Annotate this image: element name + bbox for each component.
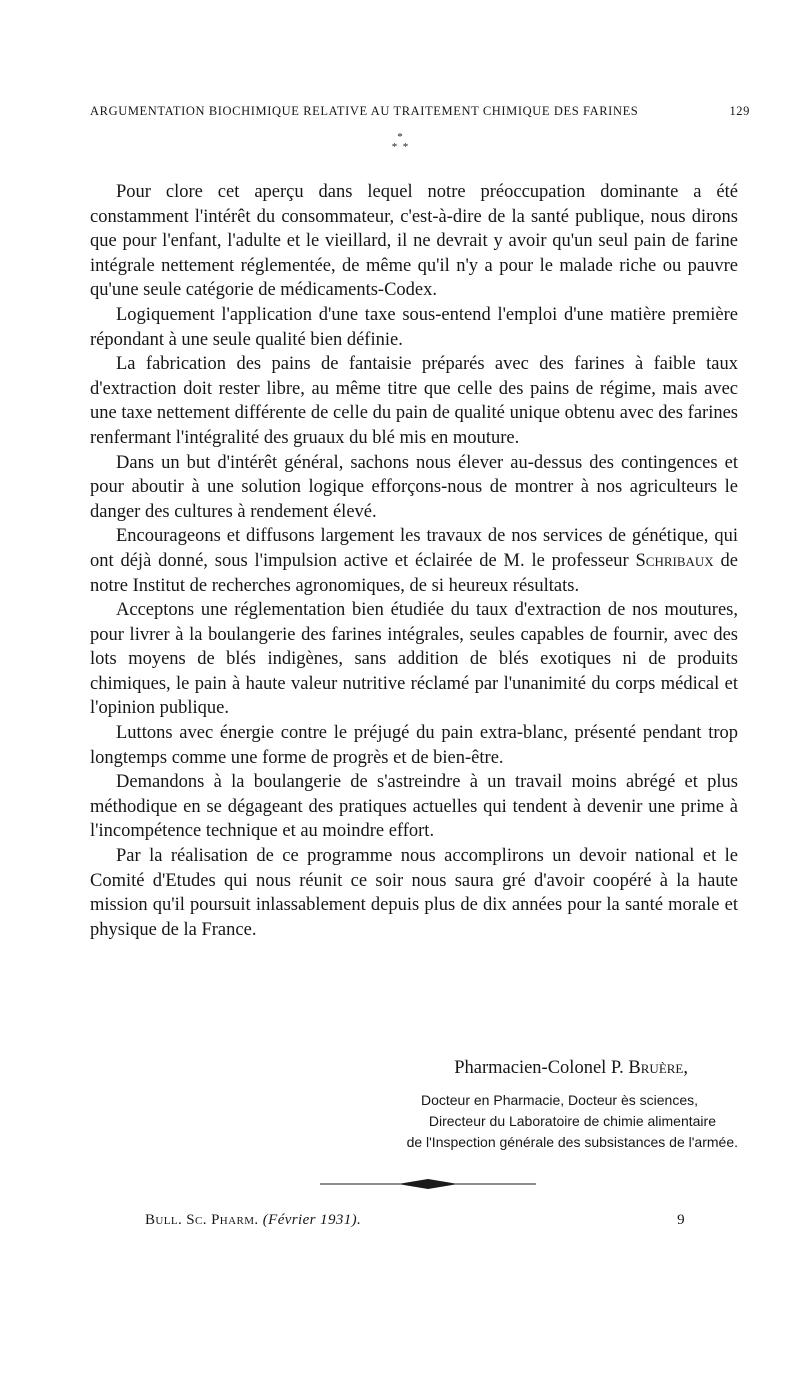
paragraph <box>90 451 738 525</box>
paragraph-text: Pour clore cet aperçu dans lequel notre préoccupation dominante a été constamment l'intérêt du consommateur, c'est-à-dire de la santé publique, nous dirons que pour l'enfant, l'adulte et le vieillard, il ne devrait y avoir qu'un seul pain de farine intégrale nettement réglementée, de même qu'il n'y a pour le malade riche ou pauvre qu'une seule catégorie de médicaments-Codex. <box>90 182 738 301</box>
page-number: 129 <box>729 104 750 118</box>
running-head <box>90 104 750 119</box>
asterism-bottom-stars: * * <box>391 141 409 153</box>
asterism-top-star: * <box>397 131 403 143</box>
running-head-title: ARGUMENTATION BIOCHIMIQUE RELATIVE AU TRAITEMENT CHIMIQUE DES FARINES <box>90 104 639 118</box>
paragraph-text: Logiquement l'application d'une taxe sous-entend l'emploi d'une matière première répondant à une seule qualité bien définie. <box>90 304 738 350</box>
paragraph <box>90 770 738 844</box>
asterism <box>380 132 420 162</box>
issue-date: (Février 1931). <box>262 1212 362 1228</box>
sheet-number: 9 <box>677 1212 685 1228</box>
paragraph <box>90 721 738 770</box>
credential-line: Docteur en Pharmacie, Docteur ès sciences, <box>420 1092 698 1108</box>
paragraph-text: Acceptons une réglementation bien étudiée du taux d'extraction de nos moutures, pour livrer à la boulangerie des farines intégrales, seules capables de fournir, avec des lots moyens de blés indigènes, sans addition de blés exotiques ni de produits chimiques, le pain à haute valeur nutritive réclamé par l'unanimité du corps médical et l'opinion publique. <box>90 600 738 719</box>
paragraph <box>90 844 738 942</box>
signature-prefix: Pharmacien-Colonel P. <box>454 1058 629 1078</box>
paragraph <box>90 524 738 598</box>
end-ornament-rule <box>320 1176 536 1192</box>
credential-line: Directeur du Laboratoire de chimie alimentaire <box>428 1113 716 1129</box>
signature-suffix: , <box>683 1058 688 1078</box>
paragraph-text: de notre Institut de recherches agronomiques, de si heureux résultats. <box>90 550 738 596</box>
signature-surname: Bruère <box>628 1058 684 1078</box>
paragraph <box>90 598 738 721</box>
body-text <box>90 180 738 942</box>
paragraph-text: Demandons à la boulangerie de s'astreindre à un travail moins abrégé et plus méthodique en se dégageant des pratiques actuelles qui tendent à devenir une prime à l'incompétence technique et au moindre effort. <box>90 772 738 842</box>
journal-abbreviation: Bull. Sc. Pharm. <box>145 1212 259 1228</box>
paragraph-text: La fabrication des pains de fantaisie préparés avec des farines à faible taux d'extraction doit rester libre, au même titre que celle des pains de régime, mais avec une taxe nettement différente de celle du pain de qualité unique obtenu avec des farines renfermant l'intégralité des gruaux du blé mis en mouture. <box>90 354 738 448</box>
paragraph-text: Luttons avec énergie contre le préjugé du pain extra-blanc, présenté pendant trop longtemps comme une forme de progrès et de bien-être. <box>90 723 738 768</box>
paragraph <box>90 180 738 303</box>
paragraph-text: Dans un but d'intérêt général, sachons nous élever au-dessus des contingences et pour aboutir à une solution logique efforçons-nous de montrer à nos agriculteurs le danger des cultures à rendement élevé. <box>90 452 738 522</box>
paragraph-text: Par la réalisation de ce programme nous accomplirons un devoir national et le Comité d'Etudes qui nous réunit ce soir nous saura gré d'avoir coopéré à la haute mission qu'il poursuit inlassablement depuis plus de dix années pour la santé morale et physique de la France. <box>90 846 738 940</box>
credential-line: de l'Inspection générale des subsistances de l'armée. <box>406 1134 738 1150</box>
author-name-smallcaps: Schribaux <box>635 550 714 571</box>
paragraph <box>90 303 738 352</box>
page-footer <box>145 1212 685 1229</box>
signature <box>90 1058 738 1079</box>
author-credentials <box>90 1090 738 1153</box>
paragraph-text: Encourageons et diffusons largement les travaux de nos services de génétique, qui ont déjà donné, sous l'impulsion active et éclairée de M. le professeur <box>90 526 738 571</box>
paragraph <box>90 352 738 450</box>
